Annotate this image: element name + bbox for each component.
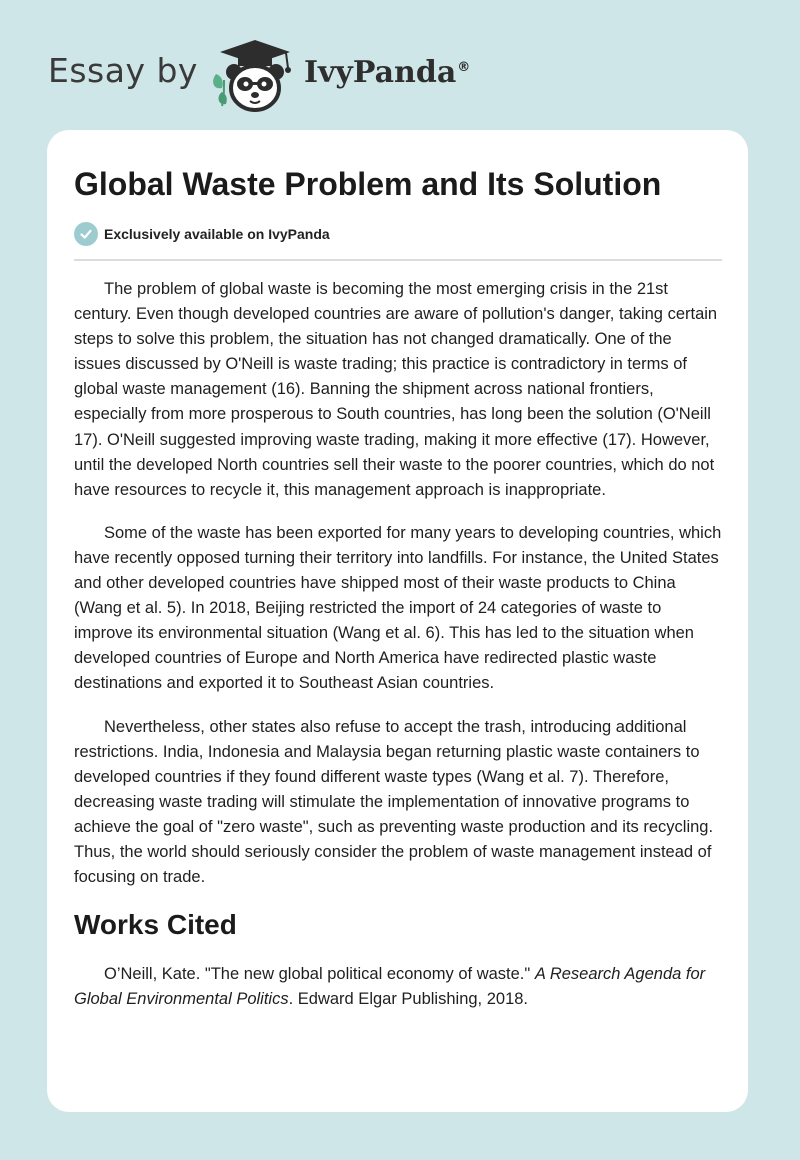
essay-card [47,130,748,1112]
citation-entry [74,962,722,1012]
paragraph-1: The problem of global waste is becoming the most emerging crisis in the 21st century. Even though developed countries are aware of pollution's danger, taking certain steps to solve this problem, the situation has not changed dramatically. One of the issues discussed by O'Neill is waste trading; this practice is contradictory in terms of global waste management (16). Banning the shipment across national frontiers, especially from more prosperous to South countries, has long been the solution (O'Neill 17). O'Neill suggested improving waste trading, making it more effective (17). However, until the developed North countries sell their waste to the poorer countries, which do not have resources to recycle it, this management approach is inappropriate. [74,280,718,499]
works-cited-heading: Works Cited [74,909,237,941]
essay-by-label: Essay by [48,50,198,90]
citation-source: A Research Agenda for Global Environmental Politics [74,965,706,1009]
exclusive-label: Exclusively available on IvyPanda [104,226,330,242]
exclusive-badge [74,220,722,248]
check-circle-icon [74,222,98,246]
citation-publisher: . Edward Elgar Publishing, 2018. [288,990,529,1009]
paragraph-3: Nevertheless, other states also refuse to accept the trash, introducing additional restrictions. India, Indonesia and Malaysia began returning plastic waste containers to developed countries if they found different waste types (Wang et al. 7). Therefore, decreasing waste trading will stimulate the implementation of innovative programs to achieve the goal of "zero waste", such as preventing waste production and its recycling. Thus, the world should seriously consider the problem of waste management instead of focusing on trade. [74,717,714,887]
registered-mark: ® [457,59,471,75]
brand-header[interactable] [48,34,470,114]
page-title: Global Waste Problem and Its Solution [74,166,662,202]
brand-name: IvyPanda® [303,54,471,90]
ivypanda-logo-icon [210,34,300,114]
divider [74,259,722,261]
citation-author-title: O’Neill, Kate. "The new global political economy of waste." [104,965,535,984]
paragraph-2: Some of the waste has been exported for many years to developing countries, which have recently opposed turning their territory into landfills. For instance, the United States and other developed countries have shipped most of their waste products to China (Wang et al. 5). In 2018, Beijing restricted the import of 24 categories of waste to improve its environmental situation (Wang et al. 6). This has led to the situation when developed countries of Europe and North America have redirected plastic waste destinations and exported it to Southeast Asian countries. [74,523,722,693]
